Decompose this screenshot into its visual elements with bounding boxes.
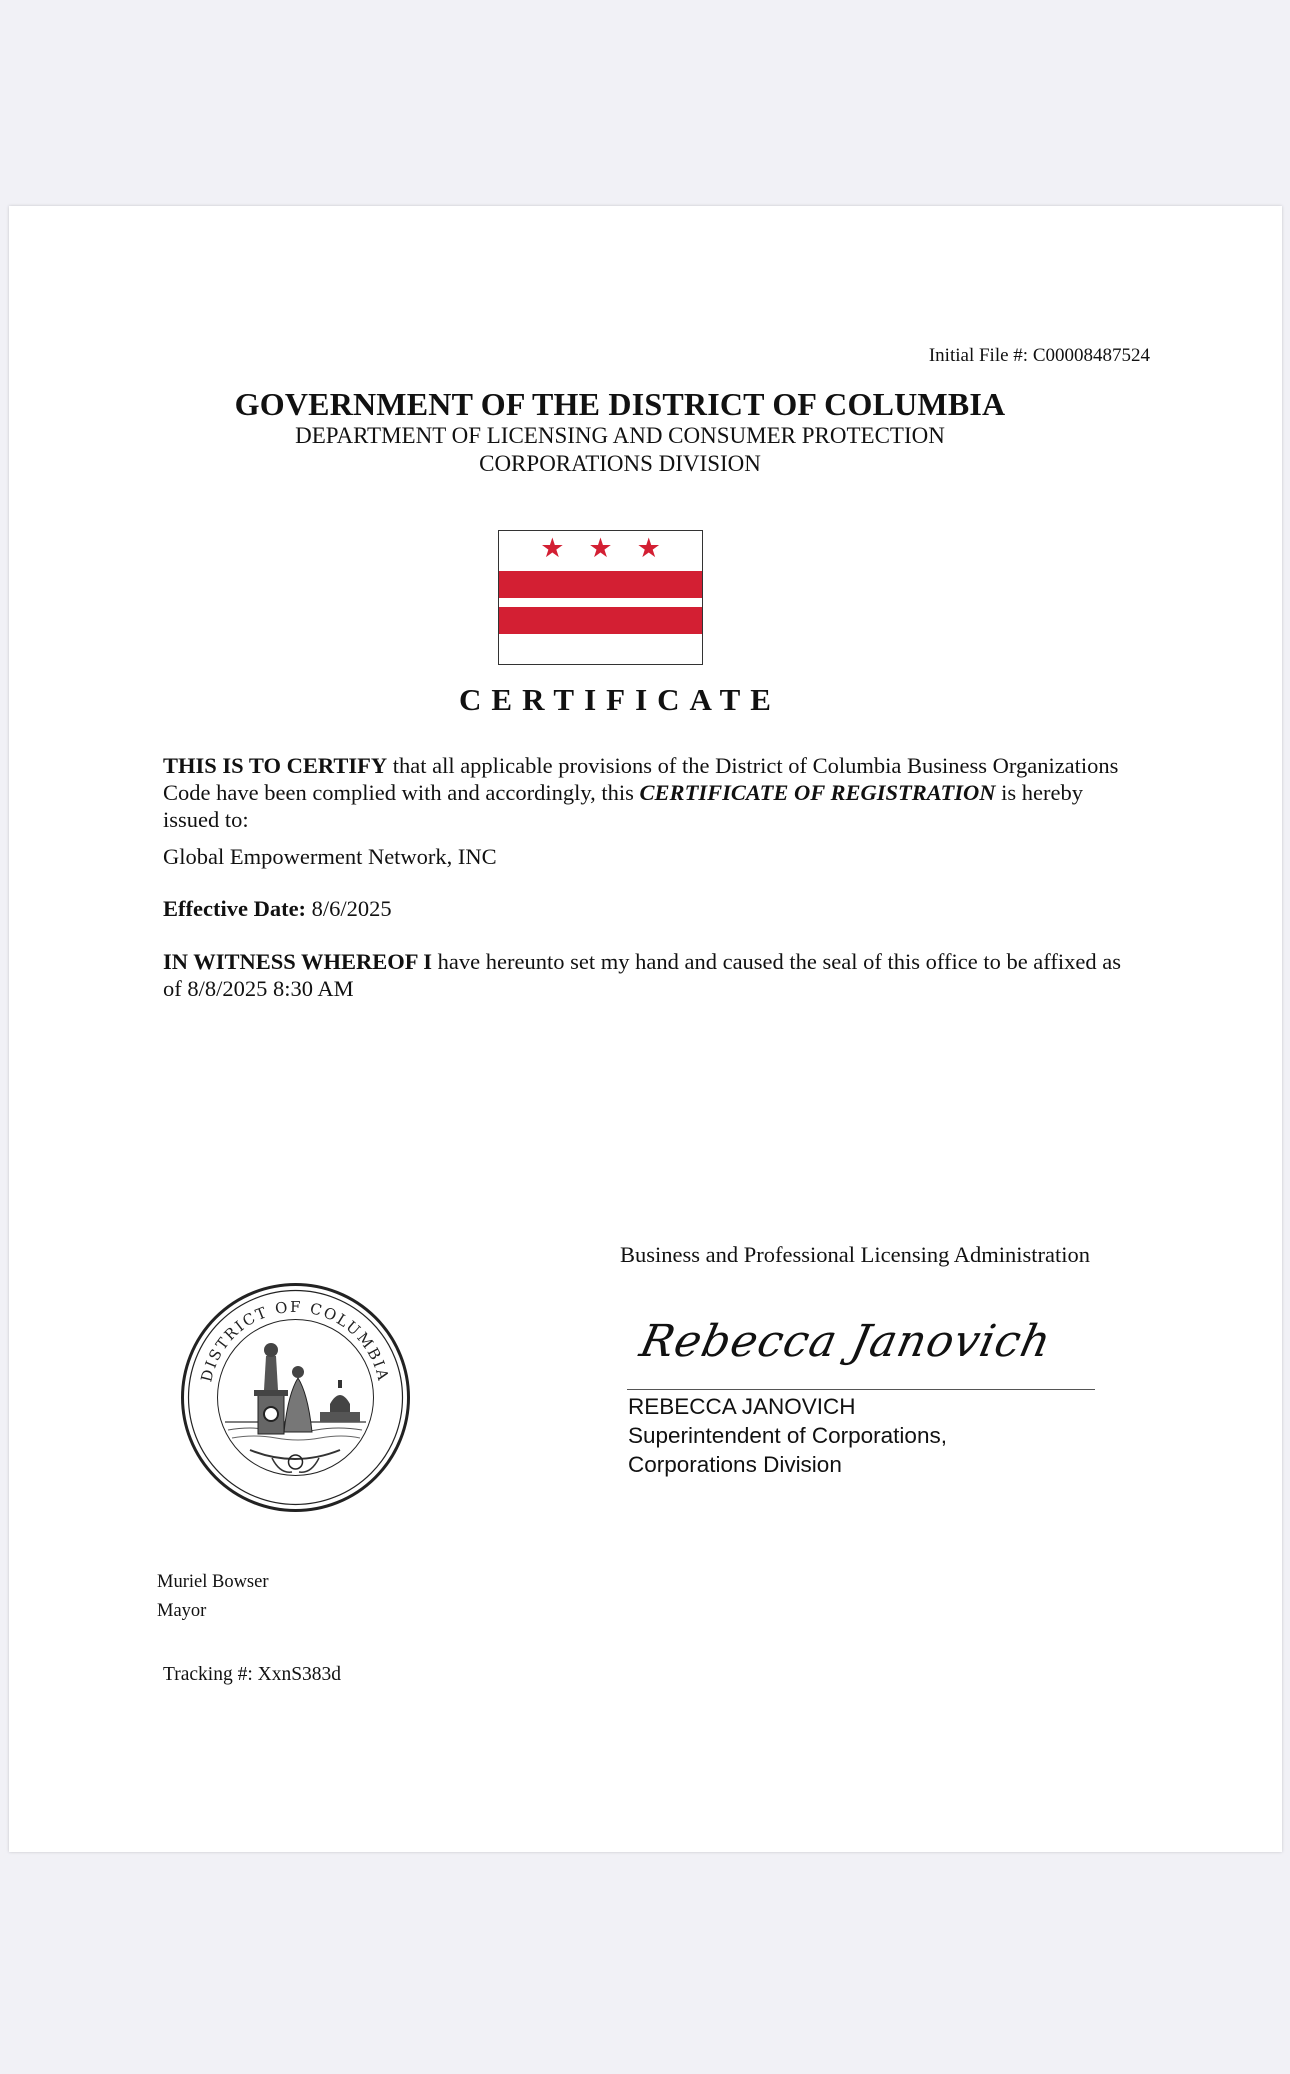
signature: Rebecca Janovich — [635, 1316, 1056, 1367]
certify-lead: THIS IS TO CERTIFY — [163, 753, 388, 778]
header-block — [9, 386, 1231, 478]
signer-block — [628, 1392, 947, 1479]
certificate-page — [9, 206, 1282, 1852]
effective-date-value: 8/6/2025 — [306, 896, 392, 921]
witness-text: have hereunto set my hand and caused the seal of this office to be affixed as of 8/8/2025 8:30 AM — [163, 949, 1121, 1001]
witness-paragraph — [163, 948, 1143, 1002]
certify-text: that all applicable provisions of the District of Columbia Business Organizations Code have been complied with and accordingly, this — [163, 753, 1119, 805]
signer-title-2: Corporations Division — [628, 1452, 842, 1477]
district-seal-icon — [180, 1282, 411, 1513]
certify-tail: is hereby issued to: — [163, 780, 1083, 832]
seal-text: DISTRICT OF COLUMBIA — [197, 1297, 393, 1384]
effective-date-label: Effective Date: — [163, 896, 307, 921]
flag-bar-top — [499, 571, 702, 598]
tracking-number: Tracking #: XxnS383d — [163, 1664, 342, 1685]
certificate-type: CERTIFICATE OF REGISTRATION — [639, 780, 996, 805]
administration-name: Business and Professional Licensing Administration — [620, 1242, 1090, 1267]
signer-title-1: Superintendent of Corporations, — [628, 1423, 947, 1448]
flag-bar-bottom — [499, 607, 702, 634]
government-title: GOVERNMENT OF THE DISTRICT OF COLUMBIA — [234, 386, 1006, 422]
mayor-name: Muriel Bowser — [157, 1572, 269, 1592]
certify-paragraph — [163, 752, 1143, 833]
mayor-title: Mayor — [157, 1601, 207, 1621]
department-name: DEPARTMENT OF LICENSING AND CONSUMER PROTECTION — [295, 423, 945, 448]
division-name: CORPORATIONS DIVISION — [479, 451, 761, 476]
certificate-title: CERTIFICATE — [459, 682, 781, 717]
signature-line — [627, 1389, 1095, 1390]
dc-flag — [498, 530, 703, 665]
initial-file-number: Initial File #: C00008487524 — [928, 345, 1150, 366]
effective-date-line — [163, 895, 1143, 922]
flag-stars: ★★★ — [540, 533, 685, 564]
witness-lead: IN WITNESS WHEREOF I — [163, 949, 433, 974]
signer-name: REBECCA JANOVICH — [628, 1394, 856, 1419]
company-name: Global Empowerment Network, INC — [163, 844, 497, 869]
mayor-block — [157, 1568, 269, 1626]
